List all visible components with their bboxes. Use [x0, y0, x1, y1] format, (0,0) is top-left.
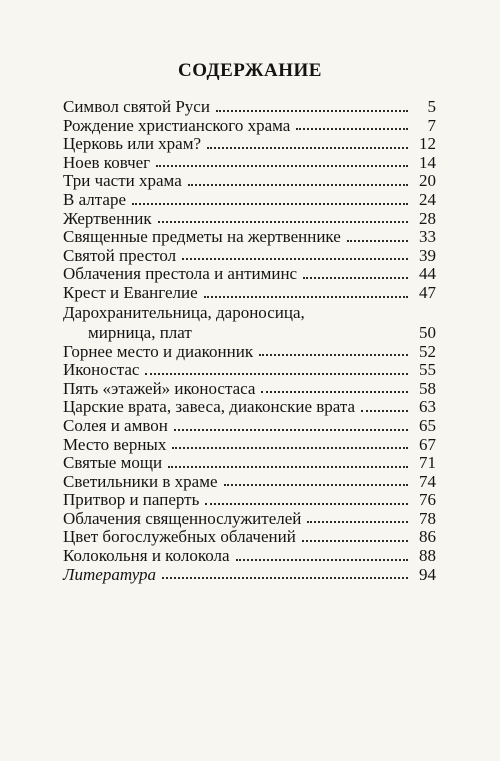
toc-entry-label: Святой престол	[63, 245, 177, 265]
toc-entry	[63, 436, 436, 455]
toc-leader	[204, 296, 408, 298]
toc-page-number: 67	[419, 434, 436, 454]
toc-entry-label: Облачения престола и антиминс	[63, 264, 298, 284]
toc-leader	[224, 484, 408, 486]
toc-entry-label: Литература	[63, 564, 157, 584]
toc-leader	[205, 503, 408, 505]
toc-entry-label: Облачения священнослужителей	[63, 508, 302, 528]
toc-entry	[63, 491, 436, 510]
toc-leader	[172, 447, 408, 449]
toc-entry-label: Рождение христианского храма	[63, 115, 291, 135]
toc-page-number: 78	[419, 508, 436, 528]
page-title: СОДЕРЖАНИЕ	[178, 60, 322, 81]
toc-leader	[174, 429, 408, 431]
toc-entry-label: Цвет богослужебных облачений	[63, 527, 296, 547]
toc-entry	[63, 398, 436, 417]
toc-entry	[63, 454, 436, 473]
toc-leader	[182, 258, 408, 260]
toc-entry-label: Пять «этажей» иконостаса	[63, 378, 256, 398]
toc-entry	[63, 117, 436, 136]
toc-page-number: 5	[427, 97, 436, 116]
toc-entry	[63, 284, 436, 303]
table-of-contents	[63, 98, 436, 584]
toc-entry-label: Крест и Евангелие	[63, 282, 198, 302]
toc-leader	[307, 521, 408, 523]
toc-entry	[63, 135, 436, 154]
toc-entry	[63, 303, 436, 343]
toc-entry-label: Три части храма	[63, 171, 182, 191]
toc-leader	[361, 410, 408, 412]
toc-page-number: 39	[419, 245, 436, 265]
toc-entry	[63, 566, 436, 585]
toc-page-number: 86	[419, 527, 436, 547]
toc-entry	[63, 417, 436, 436]
toc-entry	[63, 380, 436, 399]
toc-entry-label: Солея и амвон	[63, 415, 168, 435]
toc-entry-label: Церковь или храм?	[63, 134, 202, 154]
toc-entry	[63, 361, 436, 380]
toc-entry	[63, 547, 436, 566]
toc-entry-label: Колокольня и колокола	[63, 546, 230, 566]
toc-page-number: 20	[419, 171, 436, 191]
toc-page-number: 12	[419, 134, 436, 154]
toc-page-number: 88	[419, 546, 436, 566]
toc-entry	[63, 228, 436, 247]
toc-entry	[63, 172, 436, 191]
toc-entry-label-continued: мирница, плат	[88, 322, 192, 342]
toc-entry	[63, 98, 436, 117]
toc-page-number: 7	[427, 115, 436, 135]
toc-page-number: 33	[419, 227, 436, 247]
toc-page-number: 24	[419, 189, 436, 209]
toc-entry-label: Притвор и паперть	[63, 490, 200, 510]
toc-entry-label: Иконостас	[63, 360, 140, 380]
toc-entry	[63, 210, 436, 229]
toc-leader	[296, 128, 408, 130]
toc-leader	[259, 354, 408, 356]
toc-leader	[207, 147, 408, 149]
toc-entry-continuation	[63, 323, 436, 343]
toc-leader	[261, 391, 408, 393]
toc-entry	[63, 191, 436, 210]
toc-leader	[145, 373, 408, 375]
toc-leader	[158, 221, 408, 223]
toc-page-number: 94	[419, 564, 436, 584]
toc-leader	[162, 577, 408, 579]
toc-leader	[188, 184, 408, 186]
toc-page-number: 52	[419, 341, 436, 361]
toc-leader	[156, 165, 408, 167]
toc-entry-label: Святые мощи	[63, 453, 163, 473]
toc-leader	[132, 203, 408, 205]
toc-leader	[236, 559, 408, 561]
toc-entry	[63, 247, 436, 266]
toc-entry-label: Священные предметы на жертвеннике	[63, 227, 341, 247]
toc-page-number: 47	[419, 282, 436, 302]
toc-page-number: 55	[419, 360, 436, 380]
toc-leader	[302, 540, 408, 542]
toc-page-number: 14	[419, 152, 436, 172]
toc-entry-label: Ноев ковчег	[63, 152, 151, 172]
toc-page-number: 58	[419, 378, 436, 398]
toc-page-number: 65	[419, 415, 436, 435]
toc-page-number: 74	[419, 471, 436, 491]
toc-leader	[168, 466, 408, 468]
toc-page-number: 63	[419, 397, 436, 417]
toc-entry	[63, 343, 436, 362]
toc-entry-label: Жертвенник	[63, 208, 152, 228]
toc-entry-label: Светильники в храме	[63, 471, 218, 491]
toc-entry-label: Царские врата, завеса, диаконские врата	[63, 397, 356, 417]
toc-leader	[303, 277, 408, 279]
toc-entry	[63, 528, 436, 547]
toc-entry	[63, 265, 436, 284]
toc-page-number: 50	[419, 322, 436, 342]
toc-leader	[216, 110, 408, 112]
toc-entry	[63, 510, 436, 529]
toc-entry-label: Дарохранительница, дароносица,	[63, 302, 305, 322]
toc-page-number: 71	[419, 453, 436, 473]
toc-page-number: 76	[419, 490, 436, 510]
toc-page-number: 28	[419, 208, 436, 228]
toc-entry	[63, 473, 436, 492]
toc-entry-label: В алтаре	[63, 189, 126, 209]
toc-page-number: 44	[419, 264, 436, 284]
toc-entry-label: Символ святой Руси	[63, 97, 210, 116]
toc-entry-label: Горнее место и диаконник	[63, 341, 254, 361]
toc-entry	[63, 154, 436, 173]
toc-leader	[347, 240, 408, 242]
toc-entry-label: Место верных	[63, 434, 167, 454]
